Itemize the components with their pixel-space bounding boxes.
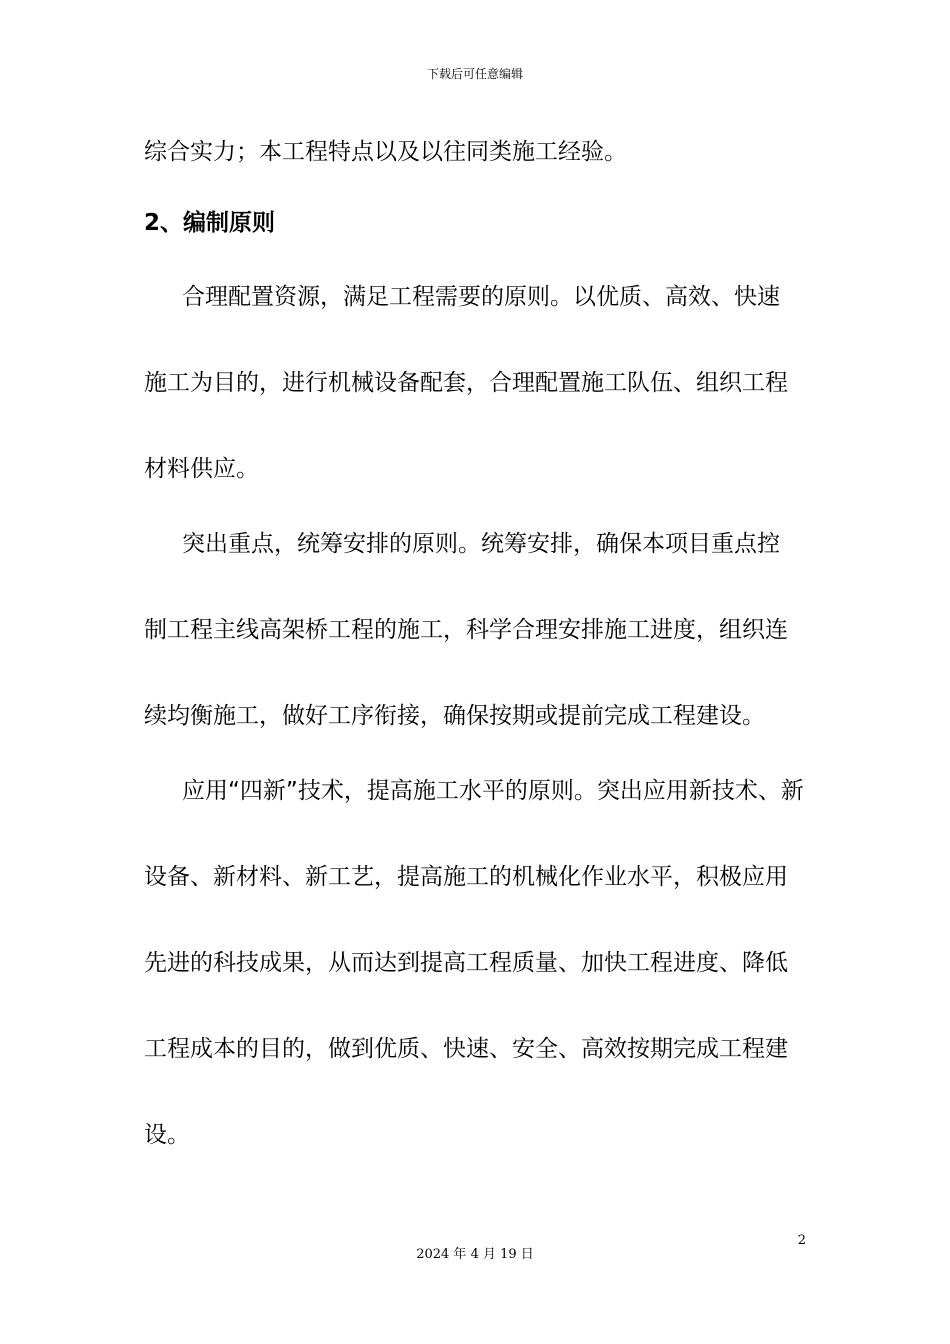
paragraph-line: 综合实力；本工程特点以及以往同类施工经验。 (144, 139, 627, 165)
page-number: 2 (797, 1233, 806, 1248)
paragraph-line: 施工为目的，进行机械设备配套，合理配置施工队伍、组织工程 (144, 370, 788, 396)
page-footer-date: 2024 年 4 月 19 日 (416, 1247, 534, 1262)
page-header: 下载后可任意编辑 (426, 67, 523, 81)
paragraph-line: 续均衡施工，做好工序衔接，确保按期或提前完成工程建设。 (144, 703, 765, 729)
paragraph-line: 工程成本的目的，做到优质、快速、安全、高效按期完成工程建 (144, 1036, 788, 1062)
paragraph-line: 应用“四新”技术，提高施工水平的原则。突出应用新技术、新 (182, 778, 804, 804)
paragraph-line: 先进的科技成果，从而达到提高工程质量、加快工程进度、降低 (144, 950, 788, 976)
paragraph-line: 设备、新材料、新工艺，提高施工的机械化作业水平，积极应用 (144, 864, 788, 890)
paragraph-line: 合理配置资源，满足工程需要的原则。以优质、高效、快速 (182, 284, 780, 310)
section-heading: 2、编制原则 (144, 210, 276, 236)
paragraph-line: 设。 (144, 1122, 190, 1148)
paragraph-line: 材料供应。 (144, 456, 259, 482)
paragraph-line: 突出重点，统筹安排的原则。统筹安排，确保本项目重点控 (182, 531, 780, 557)
paragraph-line: 制工程主线高架桥工程的施工，科学合理安排施工进度，组织连 (144, 617, 788, 643)
